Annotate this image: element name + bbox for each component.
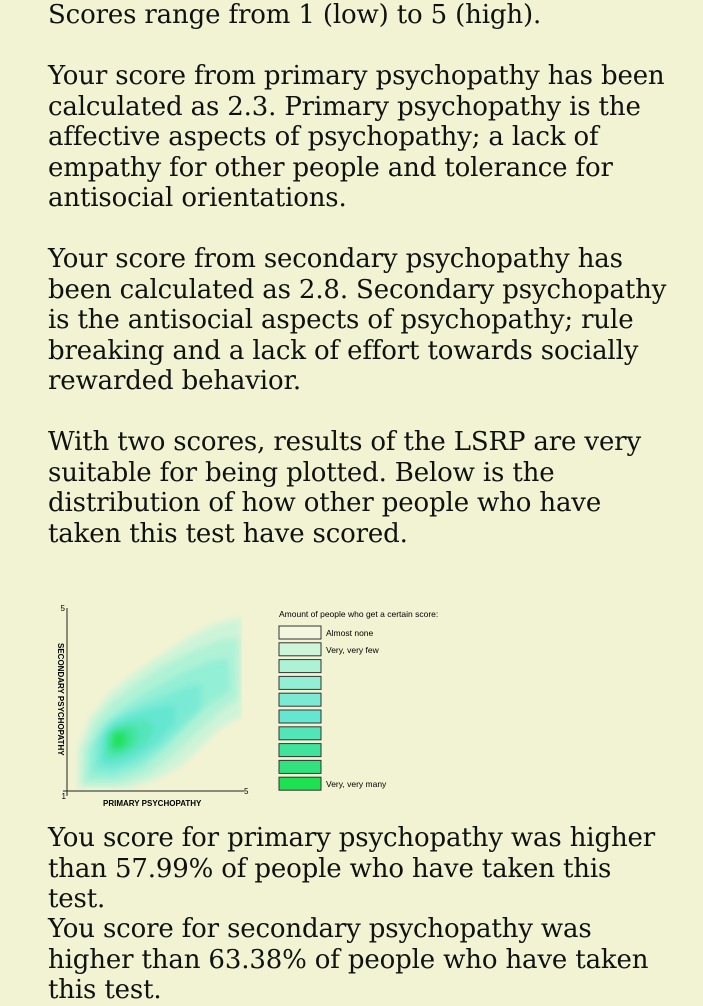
heatmap-layer bbox=[78, 618, 242, 788]
primary-percentile-paragraph: You score for primary psychopathy was higher than 57.99% of people who have taken this test. bbox=[48, 823, 656, 914]
legend-swatches bbox=[279, 626, 387, 790]
y-tick-min: 1 bbox=[61, 792, 66, 801]
x-tick-max: 5 bbox=[244, 787, 249, 796]
legend-swatch-7 bbox=[279, 744, 321, 757]
x-axis-label: PRIMARY PSYCHOPATHY bbox=[103, 799, 202, 808]
legend-swatch-3 bbox=[279, 676, 321, 689]
legend-swatch-2 bbox=[279, 660, 321, 673]
legend-swatch-6 bbox=[279, 727, 321, 740]
legend-swatch-9 bbox=[279, 777, 321, 790]
secondary-percentile-paragraph: You score for secondary psychopathy was higher than 63.38% of people who have taken this test. bbox=[48, 914, 649, 1005]
legend-swatch-0 bbox=[279, 626, 321, 639]
secondary-score-paragraph: Your score from secondary psychopathy has been calculated as 2.8. Secondary psychopathy is the antisocial aspects of psychopathy; rule breaking and a lack of effort towards socially rewarded behavior. bbox=[48, 244, 667, 396]
legend-label-0: Almost none bbox=[326, 628, 374, 638]
legend-swatch-5 bbox=[279, 710, 321, 723]
legend-swatch-8 bbox=[279, 760, 321, 773]
legend-title: Amount of people who get a certain score: bbox=[279, 609, 439, 619]
distribution-chart-svg bbox=[50, 598, 490, 812]
legend-label-1: Very, very few bbox=[326, 644, 379, 655]
y-tick-max: 5 bbox=[60, 604, 65, 613]
y-axis-label: SECONDARY PSYCHOPATHY bbox=[56, 643, 65, 756]
legend-swatch-1 bbox=[279, 643, 321, 656]
primary-score-paragraph: Your score from primary psychopathy has been calculated as 2.3. Primary psychopathy is the affective aspects of psychopathy; a lack of empathy for other people and tolerance for antisocial orientations. bbox=[48, 61, 665, 213]
plot-intro-paragraph: With two scores, results of the LSRP are very suitable for being plotted. Below is the distribution of how other people who have taken this test have scored. bbox=[48, 427, 642, 549]
legend-label-9: Very, very many bbox=[326, 779, 387, 790]
legend-swatch-4 bbox=[279, 693, 321, 706]
distribution-chart bbox=[50, 598, 490, 812]
score-range-text: Scores range from 1 (low) to 5 (high). bbox=[48, 0, 542, 30]
